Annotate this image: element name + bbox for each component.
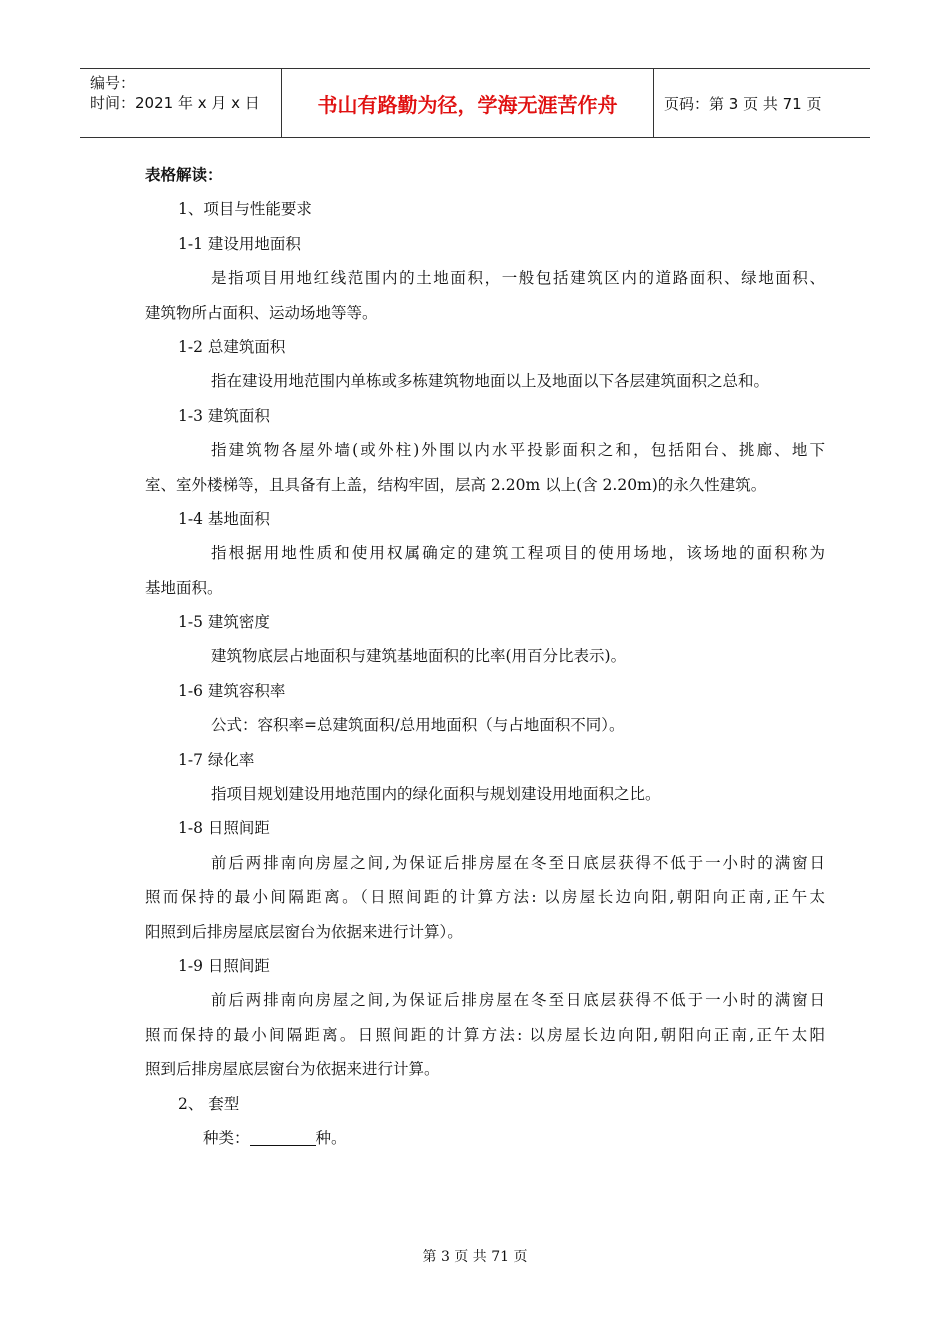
item-paragraph-line: 前后两排南向房屋之间,为保证后排房屋在冬至日底层获得不低于一小时的满窗日 <box>211 853 825 872</box>
section-heading: 表格解读： <box>145 165 223 184</box>
item-title: 1-2 总建筑面积 <box>178 337 286 356</box>
item-paragraph-line: 指在建设用地范围内单栋或多栋建筑物地面以上及地面以下各层建筑面积之总和。 <box>211 372 770 391</box>
item-title: 1-9 日照间距 <box>178 956 270 975</box>
section-2-title: 2、 套型 <box>178 1094 240 1113</box>
time-label: 时间：2021 年 x 月 x 日 <box>90 94 260 112</box>
kind-blank-line <box>250 1127 316 1146</box>
section-1-title: 1、项目与性能要求 <box>178 200 312 219</box>
item-paragraph-line: 指根据用地性质和使用权属确定的建筑工程项目的使用场地，该场地的面积称为 <box>211 544 825 563</box>
item-paragraph-line: 建筑物底层占地面积与建筑基地面积的比率(用百分比表示)。 <box>211 647 627 666</box>
item-paragraph-line: 阳照到后排房屋底层窗台为依据来进行计算）。 <box>145 922 463 941</box>
kind-field <box>145 1121 825 1155</box>
item-paragraph-line: 照而保持的最小间隔距离。（日照间距的计算方法: 以房屋长边向阳,朝阳向正南,正午太 <box>145 888 825 907</box>
item-paragraph-line: 指建筑物各屋外墙(或外柱)外围以内水平投影面积之和，包括阳台、挑廊、地下 <box>211 441 825 460</box>
item-title: 1-3 建筑面积 <box>178 406 270 425</box>
item-title: 1-1 建设用地面积 <box>178 234 301 253</box>
page-header <box>80 68 870 138</box>
item-paragraph-line: 前后两排南向房屋之间,为保证后排房屋在冬至日底层获得不低于一小时的满窗日 <box>211 991 825 1010</box>
item-paragraph-line: 室、室外楼梯等，且具备有上盖，结构牢固，层高 2.20m 以上(含 2.20m)的永久性建筑。 <box>145 475 767 494</box>
page-footer: 第 3 页 共 71 页 <box>422 1249 528 1265</box>
number-label: 编号： <box>90 74 136 92</box>
header-motto: 书山有路勤为径，学海无涯苦作舟 <box>282 69 654 137</box>
item-title: 1-4 基地面积 <box>178 509 270 528</box>
item-paragraph-line: 建筑物所占面积、运动场地等等。 <box>145 303 378 322</box>
header-meta <box>80 69 282 137</box>
item-paragraph-line: 公式：容积率=总建筑面积/总用地面积（与占地面积不同）。 <box>211 716 625 735</box>
item-paragraph-line: 是指项目用地红线范围内的土地面积，一般包括建筑区内的道路面积、绿地面积、 <box>211 269 825 288</box>
item-paragraph-line: 基地面积。 <box>145 578 223 597</box>
item-title: 1-8 日照间距 <box>178 819 270 838</box>
document-body <box>145 158 825 1155</box>
kind-suffix: 种。 <box>315 1128 347 1147</box>
item-title: 1-5 建筑密度 <box>178 613 270 632</box>
item-paragraph-line: 指项目规划建设用地范围内的绿化面积与规划建设用地面积之比。 <box>211 785 661 804</box>
kind-prefix: 种类： <box>203 1128 250 1147</box>
item-title: 1-6 建筑容积率 <box>178 681 286 700</box>
item-title: 1-7 绿化率 <box>178 750 255 769</box>
header-page-info: 页码：第 3 页 共 71 页 <box>664 94 822 113</box>
item-paragraph-line: 照而保持的最小间隔距离。日照间距的计算方法: 以房屋长边向阳,朝阳向正南,正午太阳 <box>145 1025 825 1044</box>
item-paragraph-line: 照到后排房屋底层窗台为依据来进行计算。 <box>145 1060 440 1079</box>
